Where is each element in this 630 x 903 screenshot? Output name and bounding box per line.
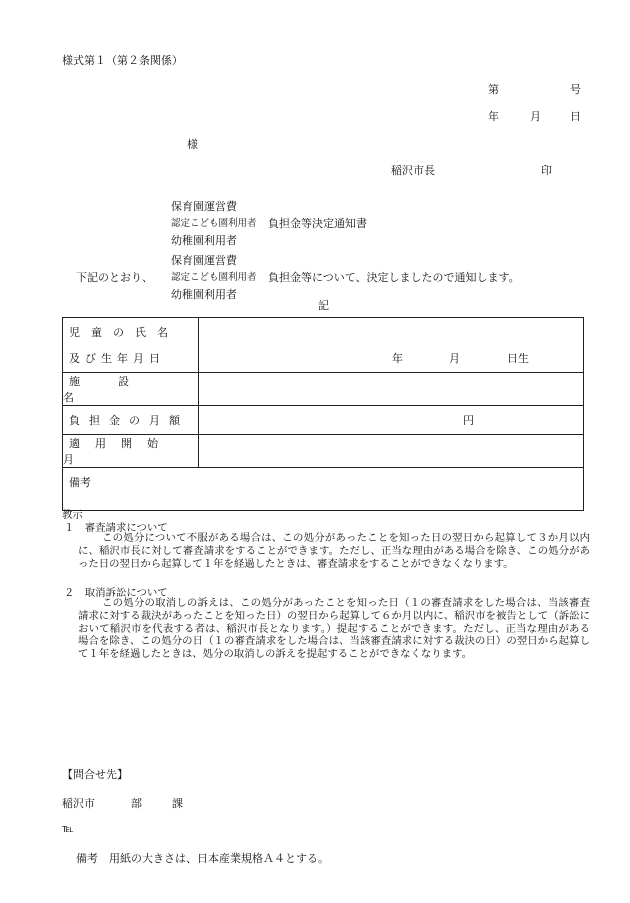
info-table [62, 317, 584, 511]
addressee-suffix: 様 [187, 138, 198, 151]
title-option-nursery: 保育園運営費 [171, 200, 237, 213]
date-year: 年 [488, 110, 499, 123]
instruction-item1-title: １ 審査請求について [64, 522, 168, 534]
contact-tel-icon: ℡ [62, 822, 74, 835]
contact-city: 稲沢市 [62, 797, 95, 810]
birthdate-label [63, 350, 198, 366]
birth-day-unit: 日生 [507, 352, 529, 365]
issuer-seal: 印 [541, 164, 552, 177]
document-title: 負担金等決定通知書 [268, 217, 367, 230]
start-month-label: 適用開始月 [63, 437, 173, 466]
child-value-cell [199, 318, 584, 373]
child-name-label [63, 324, 198, 340]
table-row-remarks [63, 468, 584, 511]
birthdate-label-text: 及び生年月日 [69, 352, 165, 365]
child-label-cell [63, 318, 199, 373]
contact-department: 部 [131, 797, 142, 810]
facility-label: 施設名 [63, 375, 167, 404]
amount-value-cell [199, 406, 584, 435]
monthly-amount-label: 負担金の月額 [69, 414, 189, 427]
instruction-heading: 教示 [62, 509, 83, 521]
start-label-cell [63, 435, 199, 468]
yen-unit: 円 [463, 414, 474, 427]
body-option-nursery: 保育園運営費 [171, 254, 237, 267]
child-name-label-text: 児童の氏名 [69, 326, 179, 339]
amount-label-cell [63, 406, 199, 435]
body-text: 負担金等について、決定しましたので通知します。 [268, 271, 520, 284]
document-number-prefix: 第 [488, 83, 499, 96]
issuer-name: 稲沢市長 [391, 164, 435, 177]
instruction-item2-title: ２ 取消訴訟について [64, 587, 168, 599]
form-label: 様式第１（第２条関係） [62, 54, 183, 67]
ki-label: 記 [318, 299, 329, 312]
remarks-cell [63, 468, 584, 511]
footnote: 備考 用紙の大きさは、日本産業規格Ａ４とする。 [76, 852, 329, 865]
date-month: 月 [530, 110, 541, 123]
remarks-label: 備考 [69, 476, 91, 489]
facility-value-cell [199, 373, 584, 406]
table-row-child [63, 318, 584, 373]
body-prefix: 下記のとおり、 [76, 271, 153, 284]
birth-month-unit: 月 [449, 352, 460, 365]
table-row-facility [63, 373, 584, 406]
instruction-item2-body: この処分の取消しの訴えは、この処分があったことを知った日（１の審査請求をした場合は、当該審査請求に対する裁決があったことを知った日）の翌日から起算して６か月以内に、稲沢市を被告として（訴訟において稲沢市を代表する者は、稲沢市長となります。）提起することができます。ただし、正当な理由がある場合を除き、この処分の日（１の審査請求をした場合は、当該審査請求に対する裁決の日）の翌日から起算して１年を経過したときは、処分の取消しの訴えを提起することができなくなります。 [78, 597, 590, 661]
body-option-kindergarten: 幼稚園利用者 [171, 288, 237, 301]
contact-heading: 【問合せ先】 [62, 768, 128, 781]
start-value-cell [199, 435, 584, 468]
title-option-kodomoen: 認定こども園利用者 [171, 218, 257, 229]
contact-section: 課 [172, 797, 183, 810]
body-option-kodomoen: 認定こども園利用者 [171, 272, 257, 283]
birth-year-unit: 年 [392, 352, 403, 365]
document-number-suffix: 号 [570, 83, 581, 96]
date-day: 日 [570, 110, 581, 123]
table-row-start [63, 435, 584, 468]
facility-label-cell [63, 373, 199, 406]
title-option-kindergarten: 幼稚園利用者 [171, 234, 237, 247]
instruction-item1-body: この処分について不服がある場合は、この処分があったことを知った日の翌日から起算して３か月以内に、稲沢市長に対して審査請求をすることができます。ただし、正当な理由がある場合を除き、この処分があった日の翌日から起算して１年を経過したときは、審査請求をすることができなくなります。 [78, 532, 590, 570]
table-row-amount [63, 406, 584, 435]
